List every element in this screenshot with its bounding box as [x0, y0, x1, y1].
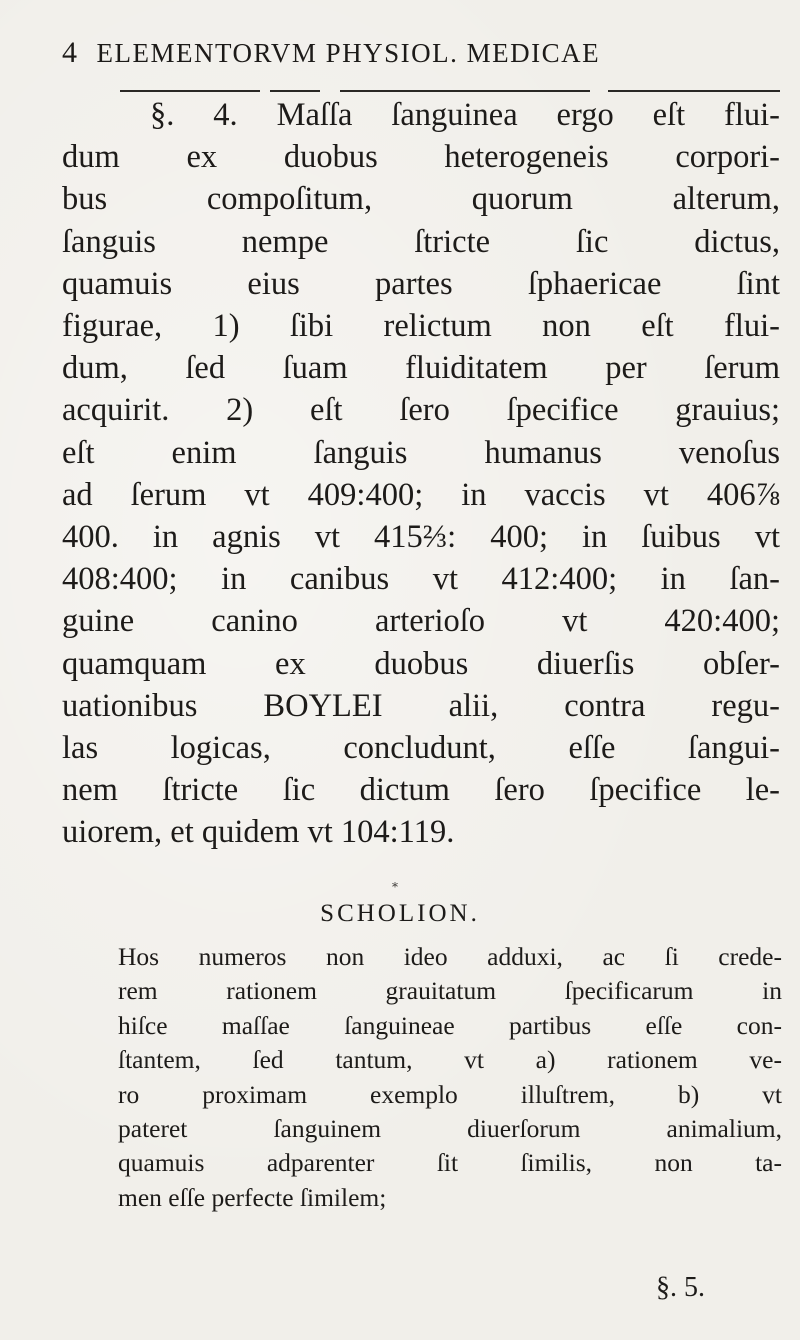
scholion-heading: SCHOLION.: [320, 900, 480, 927]
scholion-line: quamuis adparenter ſit ſimilis, non ta-: [118, 1148, 782, 1178]
scholion-line: Hos numeros non ideo adduxi, ac ſi crede-: [118, 942, 782, 971]
scholion-line: ſtantem, ſed tantum, vt a) rationem ve-: [118, 1045, 782, 1075]
text-line: nem ſtricte ſic dictum ſero ſpecifice le-: [62, 772, 780, 809]
asterisk-ornament: *: [392, 880, 398, 894]
text-line: dum ex duobus heterogeneis corpori-: [62, 139, 780, 176]
text-line: 408:400; in canibus vt 412:400; in ſan-: [62, 561, 780, 598]
text-line: acquirit. 2) eſt ſero ſpecifice grauius;: [62, 392, 780, 429]
text-line: figurae, 1) ſibi relictum non eſt flui-: [62, 308, 780, 345]
main-paragraph: [62, 94, 780, 854]
scholion-line: pateret ſanguinem diuerſorum animalium,: [118, 1114, 782, 1144]
scholion-line: hiſce maſſae ſanguineae partibus eſſe con-: [118, 1010, 782, 1040]
running-title: ELEMENTORVM PHYSIOL. MEDICAE: [96, 38, 601, 68]
scholion-line: ro proximam exemplo illuſtrem, b) vt: [118, 1079, 782, 1109]
text-line: las logicas, concludunt, eſſe ſangui-: [62, 730, 780, 767]
page-number: 4: [62, 36, 79, 69]
scholion-line: rem rationem grauitatum ſpecificarum in: [118, 976, 782, 1006]
text-line: ſanguis nempe ſtricte ſic dictus,: [62, 223, 780, 260]
text-line: §. 4. Maſſa ſanguinea ergo eſt flui-: [150, 97, 780, 133]
text-line: 400. in agnis vt 415⅔: 400; in ſuibus vt: [62, 519, 780, 556]
running-header: [62, 36, 762, 70]
text-line: bus compoſitum, quorum alterum,: [62, 181, 780, 218]
text-line: quamuis eius partes ſphaericae ſint: [62, 265, 780, 302]
text-line: uationibus BOYLEI alii, contra regu-: [62, 687, 780, 724]
text-line: guine canino arterioſo vt 420:400;: [62, 603, 780, 640]
catchword: §. 5.: [656, 1272, 705, 1303]
text-line: eſt enim ſanguis humanus venoſus: [62, 434, 780, 471]
text-line: uiorem, et quidem vt 104:119.: [62, 814, 455, 851]
text-line: dum, ſed ſuam fluiditatem per ſerum: [62, 350, 780, 387]
scholion-paragraph: [118, 940, 782, 1215]
scholion-line: men eſſe perfecte ſimilem;: [118, 1182, 387, 1212]
text-line: quamquam ex duobus diuerſis obſer-: [62, 645, 780, 682]
header-rule: [120, 90, 780, 92]
text-line: ad ſerum vt 409:400; in vaccis vt 406⅞: [62, 476, 780, 513]
